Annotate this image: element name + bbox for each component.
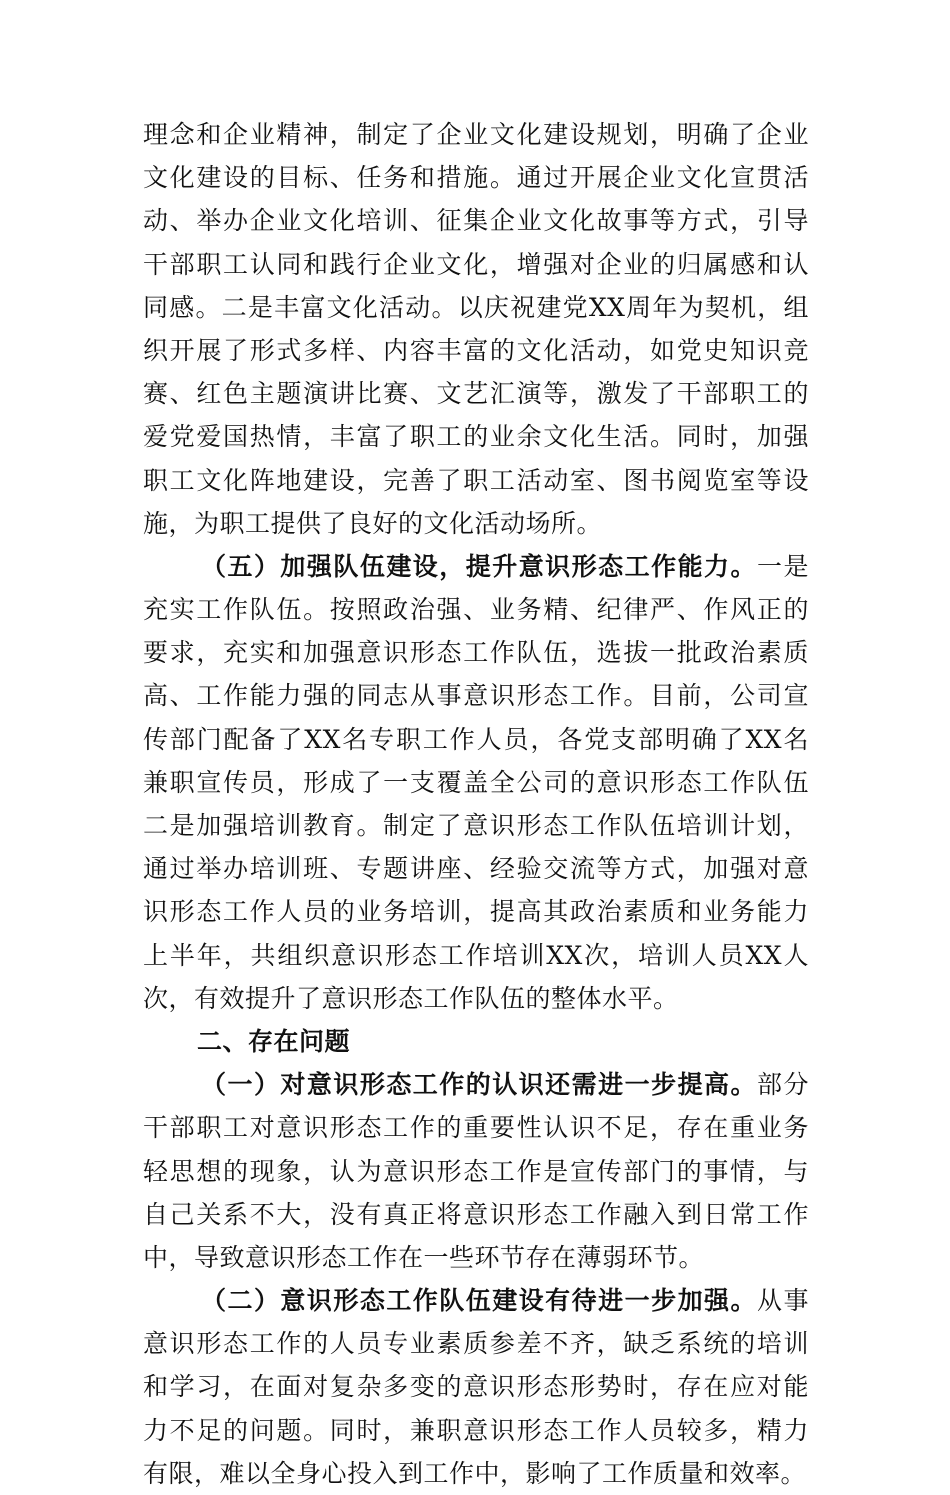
text-line: 理念和企业精神，制定了企业文化建设规划，明确了企业 bbox=[143, 120, 809, 149]
text-line: 兼职宣传员，形成了一支覆盖全公司的意识形态工作队伍 bbox=[143, 767, 809, 797]
text-line: 职工文化阵地建设，完善了职工活动室、图书阅览室等设 bbox=[143, 465, 809, 495]
text-line: 力不足的问题。同时，兼职意识形态工作人员较多，精力 bbox=[143, 1415, 809, 1445]
section-5-first-tail: 一是 bbox=[757, 551, 809, 581]
section-5-heading: （五）加强队伍建设，提升意识形态工作能力。 bbox=[201, 551, 757, 581]
text-line: 有限，难以全身心投入到工作中，影响了工作质量和效率。 bbox=[143, 1458, 807, 1488]
text-line: 干部职工认同和践行企业文化，增强对企业的归属感和认 bbox=[143, 249, 809, 279]
section-5-first-line bbox=[143, 545, 809, 588]
text-line: 织开展了形式多样、内容丰富的文化活动，如党史知识竞 bbox=[143, 335, 809, 365]
text-line: 赛、红色主题演讲比赛、文艺汇演等，激发了干部职工的 bbox=[143, 379, 809, 409]
text-line: 爱党爱国热情，丰富了职工的业余文化生活。同时，加强 bbox=[143, 422, 809, 452]
text-line: 动、举办企业文化培训、征集企业文化故事等方式，引导 bbox=[143, 206, 809, 236]
text-line: 同感。二是丰富文化活动。以庆祝建党XX周年为契机，组 bbox=[143, 292, 809, 322]
text-line: 自己关系不大，没有真正将意识形态工作融入到日常工作 bbox=[143, 1199, 809, 1229]
text-line: 要求，充实和加强意识形态工作队伍，选拔一批政治素质 bbox=[143, 638, 809, 668]
part-2-heading: 二、存在问题 bbox=[197, 1026, 351, 1056]
issue-2-first-tail: 从事 bbox=[757, 1286, 809, 1316]
issue-2-heading: （二）意识形态工作队伍建设有待进一步加强。 bbox=[201, 1286, 757, 1316]
text-line: 中，导致意识形态工作在一些环节存在薄弱环节。 bbox=[143, 1242, 705, 1272]
text-line: 识形态工作人员的业务培训，提高其政治素质和业务能力 bbox=[143, 897, 809, 927]
issue-1-first-line bbox=[143, 1063, 809, 1106]
text-line: 和学习，在面对复杂多变的意识形态形势时，存在应对能 bbox=[143, 1372, 809, 1402]
text-line: 充实工作队伍。按照政治强、业务精、纪律严、作风正的 bbox=[143, 595, 809, 625]
text-line: 意识形态工作的人员专业素质参差不齐，缺乏系统的培训 bbox=[143, 1329, 809, 1359]
text-line: 轻思想的现象，认为意识形态工作是宣传部门的事情，与 bbox=[143, 1156, 809, 1186]
text-line: 二是加强培训教育。制定了意识形态工作队伍培训计划， bbox=[143, 811, 809, 840]
text-line: 通过举办培训班、专题讲座、经验交流等方式，加强对意 bbox=[143, 854, 809, 884]
text-line: 次，有效提升了意识形态工作队伍的整体水平。 bbox=[143, 983, 679, 1013]
text-line: 上半年，共组织意识形态工作培训XX次，培训人员XX人 bbox=[143, 940, 809, 970]
issue-2-first-line bbox=[143, 1279, 809, 1322]
issue-1-first-tail: 部分 bbox=[757, 1070, 809, 1100]
document-body bbox=[143, 113, 809, 1495]
issue-1-heading: （一）对意识形态工作的认识还需进一步提高。 bbox=[201, 1070, 757, 1100]
text-line: 高、工作能力强的同志从事意识形态工作。目前，公司宣 bbox=[143, 681, 809, 711]
text-line: 传部门配备了XX名专职工作人员，各党支部明确了XX名 bbox=[143, 724, 809, 754]
text-line: 干部职工对意识形态工作的重要性认识不足，存在重业务 bbox=[143, 1113, 809, 1143]
text-line: 文化建设的目标、任务和措施。通过开展企业文化宣贯活 bbox=[143, 163, 809, 193]
text-line: 施，为职工提供了良好的文化活动场所。 bbox=[143, 508, 603, 538]
